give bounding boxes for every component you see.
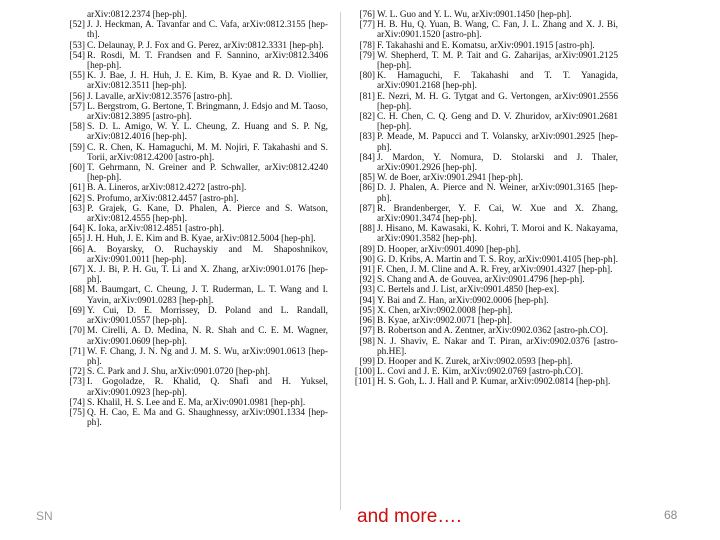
reference-number: [78] (359, 40, 375, 51)
reference-entry (352, 337, 618, 357)
reference-number: [101] (354, 377, 375, 388)
reference-entry (352, 255, 618, 265)
reference-number: [100] (354, 367, 375, 378)
reference-entry (62, 204, 328, 224)
reference-text: A. Boyarsky, O. Ruchayskiy and M. Shaposhnikov, arXiv:0901.0011 [hep-ph]. (87, 244, 328, 265)
reference-number: [82] (359, 112, 375, 123)
reference-entry (352, 306, 618, 316)
reference-number: [74] (69, 397, 85, 408)
reference-text: S. Profumo, arXiv:0812.4457 [astro-ph]. (87, 193, 239, 204)
reference-text: J. H. Huh, J. E. Kim and B. Kyae, arXiv:0812.5004 [hep-ph]. (87, 234, 316, 245)
reference-entry (352, 41, 618, 51)
reference-entry (352, 326, 618, 336)
reference-entry (352, 285, 618, 295)
reference-number: [60] (69, 163, 85, 174)
reference-entry (352, 183, 618, 203)
reference-number: [87] (359, 203, 375, 214)
reference-text: D. J. Phalen, A. Pierce and N. Weiner, arXiv:0901.3165 [hep-ph]. (377, 183, 618, 204)
reference-text: P. Meade, M. Papucci and T. Volansky, arXiv:0901.2925 [hep-ph]. (377, 132, 618, 153)
reference-entry (62, 245, 328, 265)
reference-text: arXiv:0812.2374 [hep-ph]. (87, 10, 187, 20)
reference-text: L. Covi and J. E. Kim, arXiv:0902.0769 [astro-ph.CO]. (377, 367, 584, 378)
reference-text: X. J. Bi, P. H. Gu, T. Li and X. Zhang, arXiv:0901.0176 [hep-ph]. (87, 265, 328, 286)
reference-number: [73] (69, 377, 85, 388)
reference-number: [81] (359, 91, 375, 102)
reference-entry (62, 285, 328, 305)
reference-number: [67] (69, 265, 85, 276)
slide-number: 68 (664, 508, 678, 522)
reference-entry (352, 51, 618, 71)
reference-number: [64] (69, 224, 85, 235)
reference-text: R. Rosdi, M. T. Frandsen and F. Sannino, arXiv:0812.3406 [hep-ph]. (87, 50, 328, 72)
reference-text: S. Chang and A. de Gouvea, arXiv:0901.4796 [hep-ph]. (377, 275, 585, 286)
reference-text: N. J. Shaviv, E. Nakar and T. Piran, arXiv:0902.0376 [astro-ph.HE]. (377, 336, 618, 357)
reference-entry (352, 204, 618, 224)
reference-text: F. Takahashi and E. Komatsu, arXiv:0901.1915 [astro-ph]. (377, 40, 595, 51)
reference-text: J. Hisano, M. Kawasaki, K. Kohri, T. Moroi and K. Nakayama, arXiv:0901.3582 [hep-ph]. (377, 224, 618, 245)
reference-text: Q. H. Cao, E. Ma and G. Shaughnessy, arXiv:0901.1334 [hep-ph]. (87, 407, 328, 429)
reference-number: [71] (69, 346, 85, 357)
reference-entry (62, 367, 328, 377)
reference-text: W. F. Chang, J. N. Ng and J. M. S. Wu, arXiv:0901.0613 [hep-ph]. (87, 346, 328, 367)
reference-number: [57] (69, 101, 85, 112)
reference-text: K. J. Bae, J. H. Huh, J. E. Kim, B. Kyae and R. D. Viollier, arXiv:0812.3511 [hep-ph]. (87, 71, 328, 92)
reference-text: S. D. L. Amigo, W. Y. L. Cheung, Z. Huang and S. P. Ng, arXiv:0812.4016 [hep-ph]. (87, 122, 328, 143)
reference-number: [88] (359, 224, 375, 235)
reference-text: I. Gogoladze, R. Khalid, Q. Shafi and H. Yuksel, arXiv:0901.0923 [hep-ph]. (87, 377, 328, 398)
reference-number: [90] (359, 254, 375, 265)
reference-number: [94] (359, 295, 375, 306)
reference-text: M. Baumgart, C. Cheung, J. T. Ruderman, L. T. Wang and I. Yavin, arXiv:0901.0283 [hep-ph]. (87, 285, 328, 306)
reference-number: [99] (359, 356, 375, 367)
reference-text: L. Bergstrom, G. Bertone, T. Bringmann, J. Edsjo and M. Taoso, arXiv:0812.3895 [astro-ph]. (87, 101, 328, 123)
reference-entry (62, 224, 328, 234)
reference-entry (62, 183, 328, 193)
reference-number: [70] (69, 326, 85, 337)
reference-number: [63] (69, 203, 85, 214)
reference-text: D. Hooper, arXiv:0901.4090 [hep-ph]. (377, 244, 521, 255)
reference-entry (62, 306, 328, 326)
reference-entry (352, 92, 618, 112)
reference-entry (352, 153, 618, 173)
references-right-column (352, 10, 618, 530)
reference-entry (62, 71, 328, 91)
reference-entry (352, 10, 618, 20)
reference-text: W. L. Guo and Y. L. Wu, arXiv:0901.1450 [hep-ph]. (377, 10, 572, 20)
reference-number: [72] (69, 367, 85, 378)
reference-text: C. R. Chen, K. Hamaguchi, M. M. Nojiri, F. Takahashi and S. Torii, arXiv:0812.4200 [astro-ph]. (87, 142, 328, 163)
references-left-column (62, 10, 328, 530)
reference-number: [92] (359, 275, 375, 286)
reference-entry (352, 377, 618, 387)
reference-text: J. Lavalle, arXiv:0812.3576 [astro-ph]. (87, 91, 233, 102)
reference-entry (352, 173, 618, 183)
reference-entry (62, 194, 328, 204)
and-more-caption: and more…. (353, 505, 468, 529)
reference-text: Y. Cui, D. E. Morrissey, D. Poland and L. Randall, arXiv:0901.0557 [hep-ph]. (87, 305, 328, 327)
reference-entry (62, 377, 328, 397)
reference-number: [95] (359, 305, 375, 316)
reference-text: W. de Boer, arXiv:0901.2941 [hep-ph]. (377, 173, 523, 184)
reference-text: B. A. Lineros, arXiv:0812.4272 [astro-ph]. (87, 183, 247, 194)
reference-number: [83] (359, 132, 375, 143)
reference-text: P. Grajek, G. Kane, D. Phalen, A. Pierce and S. Watson, arXiv:0812.4555 [hep-ph]. (87, 203, 328, 225)
reference-number: [89] (359, 244, 375, 255)
reference-entry (352, 275, 618, 285)
reference-entry (62, 122, 328, 142)
reference-text: M. Cirelli, A. D. Medina, N. R. Shah and C. E. M. Wagner, arXiv:0901.0609 [hep-ph]. (87, 326, 328, 347)
reference-number: [96] (359, 316, 375, 327)
reference-entry (352, 367, 618, 377)
reference-entry (352, 265, 618, 275)
reference-entry (352, 296, 618, 306)
reference-number: [58] (69, 122, 85, 133)
reference-number: [68] (69, 285, 85, 296)
reference-text: T. Gehrmann, N. Greiner and P. Schwaller, arXiv:0812.4240 [hep-ph]. (87, 163, 328, 184)
reference-text: H. B. Hu, Q. Yuan, B. Wang, C. Fan, J. L. Zhang and X. J. Bi, arXiv:0901.1520 [astro-ph]. (377, 20, 618, 41)
reference-text: H. S. Goh, L. J. Hall and P. Kumar, arXiv:0902.0814 [hep-ph]. (377, 377, 611, 388)
reference-entry (62, 143, 328, 163)
reference-text: R. Brandenberger, Y. F. Cai, W. Xue and X. Zhang, arXiv:0901.3474 [hep-ph]. (377, 203, 618, 225)
reference-text: X. Chen, arXiv:0902.0008 [hep-ph]. (377, 305, 513, 316)
reference-text: K. Hamaguchi, F. Takahashi and T. T. Yanagida, arXiv:0901.2168 [hep-ph]. (377, 71, 618, 92)
reference-entry (62, 102, 328, 122)
reference-entry (62, 51, 328, 71)
reference-entry (62, 347, 328, 367)
reference-text: J. Mardon, Y. Nomura, D. Stolarski and J. Thaler, arXiv:0901.2926 [hep-ph]. (377, 152, 618, 174)
reference-entry (62, 10, 328, 20)
reference-number: [61] (69, 183, 85, 194)
reference-text: G. D. Kribs, A. Martin and T. S. Roy, arXiv:0901.4105 [hep-ph]. (377, 254, 618, 265)
reference-entry (352, 245, 618, 255)
footer-author: SN (36, 509, 53, 523)
reference-number: [65] (69, 234, 85, 245)
reference-text: E. Nezri, M. H. G. Tytgat and G. Vertongen, arXiv:0901.2556 [hep-ph]. (377, 91, 618, 112)
reference-number: [84] (359, 152, 375, 163)
reference-number: [80] (359, 71, 375, 82)
reference-number: [76] (359, 10, 375, 20)
reference-entry (62, 163, 328, 183)
reference-text: D. Hooper and K. Zurek, arXiv:0902.0593 [hep-ph]. (377, 356, 573, 367)
reference-number: [93] (359, 285, 375, 296)
reference-entry (62, 265, 328, 285)
reference-number: [55] (69, 71, 85, 82)
reference-entry (352, 71, 618, 91)
reference-number: [69] (69, 305, 85, 316)
reference-text: S. Khalil, H. S. Lee and E. Ma, arXiv:0901.0981 [hep-ph]. (87, 397, 306, 408)
reference-text: C. Bertels and J. List, arXiv:0901.4850 [hep-ex]. (377, 285, 560, 296)
reference-text: Y. Bai and Z. Han, arXiv:0902.0006 [hep-ph]. (377, 295, 549, 306)
reference-entry (62, 20, 328, 40)
reference-text: C. Delaunay, P. J. Fox and G. Perez, arXiv:0812.3331 [hep-ph]. (87, 40, 324, 51)
reference-number: [85] (359, 173, 375, 184)
reference-text: F. Chen, J. M. Cline and A. R. Frey, arXiv:0901.4327 [hep-ph]. (377, 265, 613, 276)
reference-entry (352, 112, 618, 132)
reference-number: [62] (69, 193, 85, 204)
reference-entry (62, 41, 328, 51)
reference-number: [59] (69, 142, 85, 153)
reference-entry (62, 326, 328, 346)
reference-entry (352, 224, 618, 244)
reference-entry (62, 92, 328, 102)
reference-number: [79] (359, 50, 375, 61)
reference-text: S. C. Park and J. Shu, arXiv:0901.0720 [hep-ph]. (87, 367, 271, 378)
reference-number: [53] (69, 40, 85, 51)
reference-number: [91] (359, 265, 375, 276)
reference-number: [75] (69, 407, 85, 418)
reference-entry (352, 357, 618, 367)
reference-number: [56] (69, 91, 85, 102)
reference-number: [86] (359, 183, 375, 194)
reference-entry (62, 398, 328, 408)
reference-entry (352, 316, 618, 326)
reference-text: K. Ioka, arXiv:0812.4851 [astro-ph]. (87, 224, 225, 235)
column-divider (340, 12, 341, 510)
reference-number: [66] (69, 244, 85, 255)
reference-number: [77] (359, 20, 375, 31)
reference-text: J. J. Heckman, A. Tavanfar and C. Vafa, arXiv:0812.3155 [hep-th]. (87, 20, 328, 41)
reference-number: [98] (359, 336, 375, 347)
reference-number: [54] (69, 50, 85, 61)
reference-number: [97] (359, 326, 375, 337)
reference-entry (62, 234, 328, 244)
reference-text: W. Shepherd, T. M. P. Tait and G. Zaharijas, arXiv:0901.2125 [hep-ph]. (377, 50, 618, 72)
reference-number: [52] (69, 20, 85, 31)
reference-text: B. Robertson and A. Zentner, arXiv:0902.0362 [astro-ph.CO]. (377, 326, 608, 337)
reference-entry (62, 408, 328, 428)
reference-entry (352, 132, 618, 152)
reference-text: C. H. Chen, C. Q. Geng and D. V. Zhuridov, arXiv:0901.2681 [hep-ph]. (377, 112, 618, 133)
reference-text: B. Kyae, arXiv:0902.0071 [hep-ph]. (377, 316, 513, 327)
reference-entry (352, 20, 618, 40)
